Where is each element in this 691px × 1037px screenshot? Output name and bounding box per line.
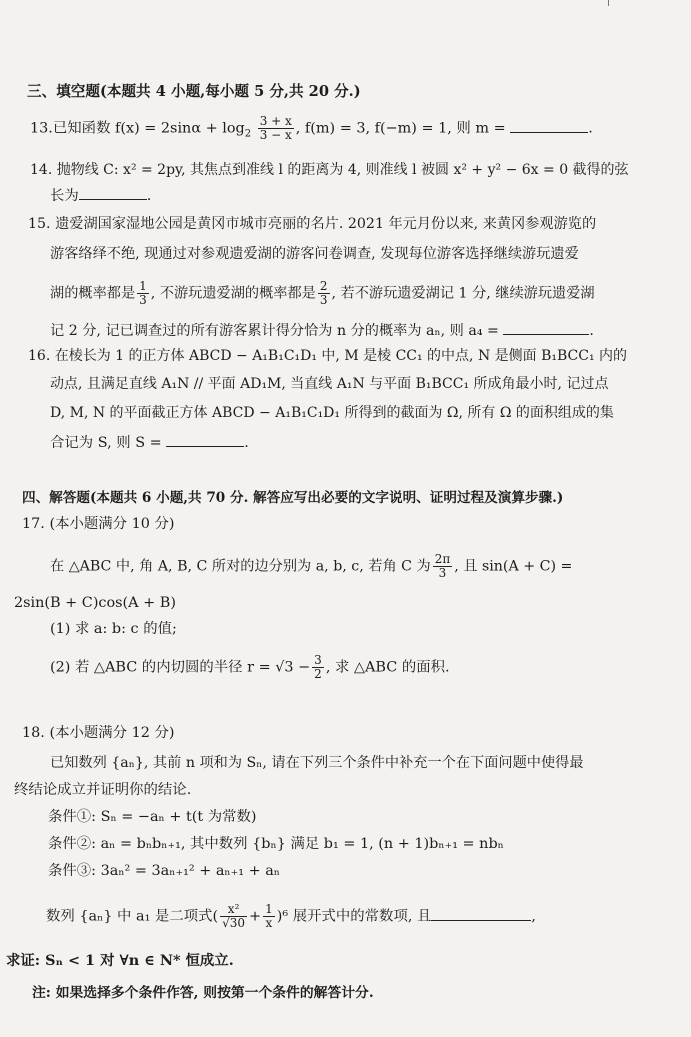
q15-text-3c: , 若不游玩遗爱湖记 1 分, 继续游玩遗爱湖 [331, 285, 595, 302]
question-15-line-3 [50, 280, 595, 307]
q17-text-1a: 在 △ABC 中, 角 A, B, C 所对的边分别为 a, b, c, 若角 C 为 [50, 558, 431, 575]
q18-fracA-num: x² [220, 903, 247, 917]
q18-fracB-den: x [265, 916, 273, 930]
q16-text-4b: . [244, 435, 249, 451]
q18-condition-3: 条件③: 3aₙ² = 3aₙ₊₁² + aₙ₊₁ + aₙ [48, 863, 281, 879]
q18-title: 18. (本小题满分 12 分) [22, 725, 175, 741]
q15-text-4a: 记 2 分, 记已调查过的所有游客累计得分恰为 n 分的概率为 aₙ, 则 a₄ = [50, 323, 504, 339]
question-13 [30, 115, 593, 144]
q16-text-1: 在棱长为 1 的正方体 ABCD − A₁B₁C₁D₁ 中, M 是棱 CC₁ 的中点, N 是侧面 B₁BCC₁ 内的 [54, 348, 628, 364]
q18-note: 注: 如果选择多个条件作答, 则按第一个条件的解答计分. [32, 985, 374, 1001]
question-15-line-1 [28, 214, 596, 234]
q13-end: . [588, 120, 593, 137]
q17-angle-fraction [433, 553, 453, 580]
q13-answer-blank[interactable] [510, 118, 588, 133]
q13-frac-num: 3 + x [259, 114, 292, 128]
q17-title: 17. (本小题满分 10 分) [22, 516, 175, 532]
q13-number: 13. [30, 120, 53, 137]
question-16-line-3: D, M, N 的平面截正方体 ABCD − A₁B₁C₁D₁ 所得到的截面为 Ω, 所有 Ω 的面积组成的集 [50, 405, 614, 421]
q17-text-1b: , 且 sin(A + C) = [454, 558, 573, 575]
q17-line-1 [50, 553, 572, 580]
q18-condition-1: 条件①: Sₙ = −aₙ + t(t 为常数) [48, 809, 257, 825]
question-15-line-4 [50, 320, 594, 341]
q17-radius-fraction [312, 654, 324, 681]
q15-text-4b: . [589, 323, 594, 339]
q13-text-a: 已知函数 f(x) = 2sinα + log [52, 120, 245, 137]
q14-text-2b: . [146, 188, 152, 204]
section-4-header: 四、解答题(本题共 6 小题,共 70 分. 解答应写出必要的文字说明、证明过程及演算步骤.) [22, 490, 564, 506]
q17-frac-den: 3 [438, 566, 447, 580]
q18-text-6a: 数列 {aₙ} 中 a₁ 是二项式( [46, 908, 219, 925]
q18-plus: + [249, 908, 262, 925]
q16-text-4a: 合记为 S, 则 S = [50, 435, 167, 451]
q18-line-2: 终结论成立并证明你的结论. [14, 782, 192, 798]
question-14-line-1 [30, 160, 629, 180]
q15-answer-blank[interactable] [503, 320, 589, 335]
q15-frac1-num: 1 [139, 279, 147, 293]
q14-answer-blank[interactable] [79, 185, 147, 200]
q15-frac2-num: 2 [319, 279, 328, 293]
q18-condition-blank[interactable] [431, 906, 531, 921]
q17-part-2 [50, 654, 450, 681]
q18-fraction-b [263, 903, 275, 930]
question-16-line-4 [50, 432, 249, 453]
q17-text-4b: , 求 △ABC 的面积. [325, 659, 450, 676]
q18-line-1: 已知数列 {aₙ}, 其前 n 项和为 Sₙ, 请在下列三个条件中补充一个在下面问题中使得最 [50, 755, 584, 771]
q15-text-1: 遗爱湖国家湿地公园是黄冈市城市亮丽的名片. 2021 年元月份以来, 来黄冈参观游览的 [55, 216, 597, 232]
q15-frac2-den: 3 [319, 293, 328, 307]
q17-frac2-num: 3 [314, 653, 322, 667]
q14-text-1: 抛物线 C: x² = 2py, 其焦点到准线 l 的距离为 4, 则准线 l 被圆 x² + y² − 6x = 0 截得的弦 [56, 162, 629, 178]
q15-fraction-1 [137, 280, 149, 307]
question-16-line-1 [28, 346, 627, 366]
q15-frac1-den: 3 [139, 293, 147, 307]
q18-line-6 [46, 903, 536, 930]
q18-fracA-den: √30 [222, 916, 246, 930]
q15-fraction-2 [318, 280, 330, 307]
q13-frac-den: 3 − x [259, 128, 292, 142]
q17-line-2: 2sin(B + C)cos(A + B) [14, 595, 176, 611]
question-15-line-2: 游客络绎不绝, 现通过对参观遗爱湖的游客问卷调查, 发现每位游客选择继续游玩遗爱 [50, 246, 579, 262]
q14-text-2a: 长为 [50, 188, 79, 204]
q18-proof-statement: 求证: Sₙ < 1 对 ∀n ∈ N* 恒成立. [6, 952, 234, 969]
q14-number: 14. [30, 162, 53, 178]
q18-text-6b: )⁶ 展开式中的常数项, 且 [276, 908, 432, 925]
q15-text-3b: , 不游玩遗爱湖的概率都是 [150, 285, 316, 302]
q18-condition-2: 条件②: aₙ = bₙbₙ₊₁, 其中数列 {bₙ} 满足 b₁ = 1, (n + 1)bₙ₊₁ = nbₙ [48, 836, 504, 852]
question-14-line-2 [50, 185, 151, 206]
q13-fraction [258, 115, 294, 142]
q13-log-base: 2 [244, 128, 252, 140]
q18-fracB-num: 1 [265, 902, 273, 916]
q16-number: 16. [28, 348, 51, 364]
q18-text-6c: , [531, 908, 536, 925]
q17-frac-num: 2π [434, 552, 451, 566]
q13-text-b: , f(m) = 3, f(−m) = 1, 则 m = [295, 120, 511, 137]
q17-part-1: (1) 求 a: b: c 的值; [50, 621, 177, 637]
q18-fraction-a [220, 903, 247, 930]
q15-number: 15. [28, 216, 51, 232]
q17-frac2-den: 2 [314, 667, 322, 681]
section-3-header: 三、填空题(本题共 4 小题,每小题 5 分,共 20 分.) [27, 83, 361, 100]
q17-text-4a: (2) 若 △ABC 的内切圆的半径 r = √3 − [50, 659, 311, 676]
question-16-line-2: 动点, 且满足直线 A₁N // 平面 AD₁M, 当直线 A₁N 与平面 B₁BCC₁ 所成角最小时, 记过点 [50, 376, 609, 392]
q15-text-3a: 湖的概率都是 [50, 285, 136, 302]
corner-mark [602, 0, 609, 6]
q16-answer-blank[interactable] [166, 432, 244, 447]
